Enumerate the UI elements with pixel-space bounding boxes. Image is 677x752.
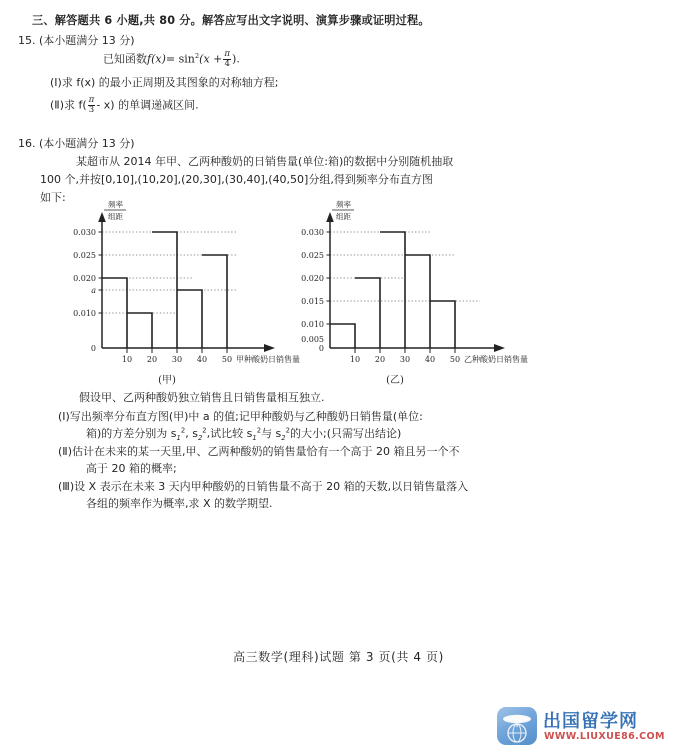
y-tick-label-0015: 0.015 bbox=[301, 297, 324, 306]
stem-arg-open: (x + bbox=[199, 52, 223, 66]
histogram-yi-svg bbox=[283, 196, 548, 386]
y-axis-title-top: 频率 bbox=[336, 200, 351, 209]
bar-bin-2 bbox=[355, 278, 380, 348]
y-tick-label-0025: 0.025 bbox=[73, 251, 96, 260]
stem-fraction-numerator: π bbox=[224, 49, 231, 59]
stem-function: f(x) bbox=[147, 52, 166, 66]
watermark-logo-icon bbox=[497, 707, 537, 745]
question-16-part-3-line-1: (Ⅲ)设 X 表示在未来 3 天内甲种酸奶的日销售量不高于 20 箱的天数,以日销售量落入 bbox=[58, 480, 469, 493]
stem-prefix: 已知函数 bbox=[103, 52, 147, 66]
variance-s3-sup: 2 bbox=[256, 426, 262, 435]
part-2-fraction-numerator: π bbox=[88, 95, 95, 105]
question-16-part-1-line-2 bbox=[86, 425, 401, 442]
x-tick-label-50: 50 bbox=[449, 355, 461, 364]
variance-s3-sub: 1 bbox=[252, 434, 257, 443]
x-tick-label-10: 10 bbox=[121, 355, 133, 364]
x-axis-arrow bbox=[494, 344, 505, 352]
bar-bin-4 bbox=[177, 290, 202, 348]
watermark bbox=[497, 703, 673, 749]
variance-text-end: 的大小;(只需写出结论) bbox=[289, 427, 402, 440]
variance-s1-sup: 2 bbox=[180, 426, 186, 435]
x-tick-label-10: 10 bbox=[349, 355, 361, 364]
stem-equals: = sin bbox=[165, 52, 195, 66]
x-axis-arrow bbox=[264, 344, 275, 352]
bar-bin-2 bbox=[127, 313, 152, 348]
stem-fraction bbox=[223, 50, 231, 69]
variance-text-with: 与 s bbox=[261, 427, 282, 440]
y-tick-label-a: a bbox=[91, 286, 96, 295]
watermark-site-name: 出国留学网 bbox=[543, 711, 638, 732]
part-2-fraction-denominator: 3 bbox=[88, 105, 95, 115]
graduation-cap-globe-icon bbox=[497, 707, 537, 745]
y-tick-label-zero: 0 bbox=[318, 344, 324, 353]
bar-bin-3 bbox=[380, 232, 405, 348]
question-16-part-2-line-2: 高于 20 箱的概率; bbox=[86, 462, 177, 475]
variance-text-mid: , s bbox=[185, 427, 198, 440]
x-axis-title: 乙种酸奶日销售量 bbox=[464, 355, 528, 364]
question-16-line-2: 100 个,并按[0,10],(10,20],(20,30],(30,40],(40,50]分组,得到频率分布直方图 bbox=[40, 173, 433, 186]
x-tick-label-40: 40 bbox=[424, 355, 436, 364]
question-15-number: 15. bbox=[18, 34, 36, 47]
variance-s1-sub: 1 bbox=[176, 434, 181, 443]
y-axis-title-bottom: 组距 bbox=[108, 212, 123, 221]
y-tick-label-0005: 0.005 bbox=[301, 335, 324, 344]
question-16-header bbox=[18, 135, 135, 151]
variance-s2-sub: 2 bbox=[197, 434, 203, 443]
variance-s4-sup: 2 bbox=[285, 426, 290, 435]
question-16-line-3: 如下: bbox=[40, 191, 66, 204]
bar-bin-1 bbox=[330, 324, 355, 348]
section-heading: 三、解答题共 6 小题,共 80 分。解答应写出文字说明、演算步骤或证明过程。 bbox=[32, 14, 430, 27]
y-tick-label-0030: 0.030 bbox=[301, 228, 324, 237]
x-tick-label-20: 20 bbox=[146, 355, 158, 364]
variance-s2-sup: 2 bbox=[202, 426, 207, 435]
variance-s4-sub: 2 bbox=[281, 434, 286, 443]
y-axis-arrow bbox=[326, 212, 334, 222]
y-tick-label-0010: 0.010 bbox=[301, 320, 324, 329]
bar-bin-4 bbox=[405, 255, 430, 348]
y-tick-label-0030: 0.030 bbox=[73, 228, 96, 237]
bar-bin-5 bbox=[430, 301, 455, 348]
y-tick-label-zero: 0 bbox=[90, 344, 96, 353]
variance-text-post: ,试比较 s bbox=[206, 427, 253, 440]
y-axis-title-bottom: 组距 bbox=[336, 212, 351, 221]
page-footer: 高三数学(理科)试题 第 3 页(共 4 页) bbox=[233, 650, 444, 664]
x-tick-label-30: 30 bbox=[399, 355, 411, 364]
question-15-score-note: (本小题满分 13 分) bbox=[39, 34, 135, 47]
bars bbox=[330, 232, 455, 348]
histogram-jia-svg bbox=[62, 196, 312, 386]
y-axis-arrow bbox=[98, 212, 106, 222]
y-tick-label-0020: 0.020 bbox=[301, 274, 324, 283]
bar-bin-5 bbox=[202, 255, 227, 348]
question-15-stem bbox=[103, 50, 240, 69]
y-tick-label-0010: 0.010 bbox=[73, 309, 96, 318]
x-tick-label-20: 20 bbox=[374, 355, 386, 364]
part-2-fraction bbox=[88, 96, 96, 115]
question-16-number: 16. bbox=[18, 137, 36, 150]
variance-text-prefix: 箱)的方差分别为 s bbox=[86, 427, 177, 440]
y-tick-label-0025: 0.025 bbox=[301, 251, 324, 260]
gridlines bbox=[102, 232, 237, 313]
stem-arg-close: ). bbox=[232, 52, 240, 66]
chart-caption-jia: (甲) bbox=[158, 375, 176, 386]
y-tick-label-0020: 0.020 bbox=[73, 274, 96, 283]
question-15-part-2 bbox=[50, 96, 199, 115]
question-16-score-note: (本小题满分 13 分) bbox=[39, 137, 135, 150]
stem-fraction-denominator: 4 bbox=[224, 59, 230, 69]
question-16-assumption: 假设甲、乙两种酸奶独立销售且日销售量相互独立. bbox=[79, 391, 325, 404]
stem-exponent: 2 bbox=[194, 51, 200, 60]
y-axis-title-top: 频率 bbox=[108, 200, 123, 209]
x-tick-label-50: 50 bbox=[221, 355, 233, 364]
x-tick-label-40: 40 bbox=[196, 355, 208, 364]
watermark-url: WWW.LIUXUE86.COM bbox=[544, 731, 665, 742]
question-16-part-1-line-1: (Ⅰ)写出频率分布直方图(甲)中 a 的值;记甲种酸奶与乙种酸奶日销售量(单位: bbox=[58, 410, 423, 423]
x-axis-title: 甲种酸奶日销售量 bbox=[236, 355, 300, 364]
question-16-part-3-line-2: 各组的频率作为概率,求 X 的数学期望. bbox=[86, 497, 273, 510]
x-tick-label-30: 30 bbox=[171, 355, 183, 364]
question-16-part-2-line-1: (Ⅱ)估计在未来的某一天里,甲、乙两种酸奶的销售量恰有一个高于 20 箱且另一个不 bbox=[58, 445, 460, 458]
part-2-prefix: (Ⅱ)求 f( bbox=[50, 98, 87, 112]
histogram-yi bbox=[283, 196, 548, 386]
question-16-line-1: 某超市从 2014 年甲、乙两种酸奶的日销售量(单位:箱)的数据中分别随机抽取 bbox=[76, 155, 454, 168]
question-15-part-1: (Ⅰ)求 f(x) 的最小正周期及其图象的对称轴方程; bbox=[50, 76, 279, 89]
histogram-jia bbox=[62, 196, 312, 386]
part-2-suffix: - x) 的单调递减区间. bbox=[96, 98, 199, 112]
question-15-header bbox=[18, 32, 135, 48]
chart-caption-yi: (乙) bbox=[386, 375, 404, 386]
